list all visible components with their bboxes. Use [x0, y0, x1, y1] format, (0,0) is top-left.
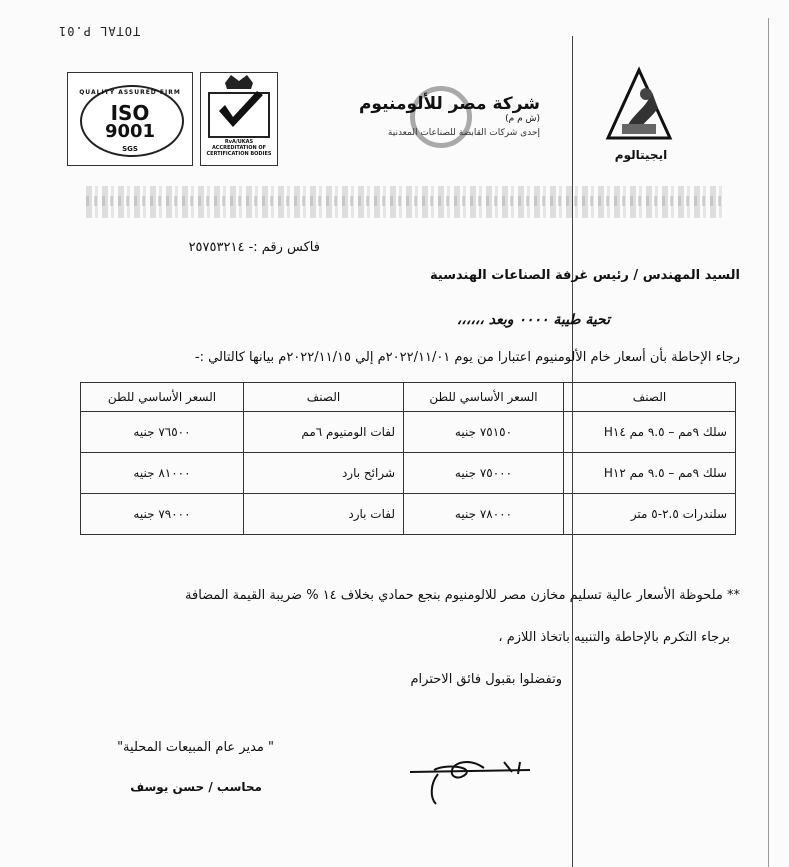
table-cell: لفات الومنيوم ٦مم [244, 412, 404, 453]
greeting: تحية طيبة ٠٠٠٠ وبعد ،،،،،، [456, 312, 610, 328]
table-cell: ٨١٠٠٠ جنيه [81, 453, 244, 494]
signatory-name: محاسب / حسن يوسف [130, 780, 262, 794]
egyptalum-logo-icon [600, 64, 678, 140]
table-row [81, 494, 736, 535]
iso-bottom-text: SGS [122, 145, 138, 153]
company-type: (ش م م) [505, 114, 540, 124]
fax-total-header: TOTAL P.01 [58, 24, 141, 38]
egyptalum-name: ايجيتالوم [614, 148, 668, 162]
address-band-line [86, 196, 722, 206]
addressee: السيد المهندس / رئيس غرفة الصناعات الهندسية [430, 268, 740, 283]
column-header: السعر الأساسي للطن [81, 383, 244, 412]
company-name: شركة مصر للألومنيوم [358, 94, 540, 114]
table-cell: ٧٩٠٠٠ جنيه [81, 494, 244, 535]
iso-top-text: QUALITY ASSURED FIRM [79, 89, 181, 96]
column-header: الصنف [244, 383, 404, 412]
iso-main-text: ISO [110, 101, 150, 125]
table-cell: ٧٥١٥٠ جنيه [404, 412, 564, 453]
price-table [80, 382, 736, 535]
signatory-title: " مدير عام المبيعات المحلية" [117, 740, 274, 755]
table-cell: سلندرات ٢.٥-٥ متر [564, 494, 736, 535]
table-row [81, 453, 736, 494]
column-header: الصنف [564, 383, 736, 412]
iso-9001-logo [67, 72, 193, 166]
table-cell: ٧٨٠٠٠ جنيه [404, 494, 564, 535]
intro-paragraph: رجاء الإحاطة بأن أسعار خام الألومنيوم اعتبارا من يوم ٢٠٢٢/١١/٠١م إلي ٢٠٢٢/١١/١٥م بيانها كالتالي :- [194, 350, 740, 365]
table-cell: سلك ٩مم – ٩.٥ مم H١٤ [564, 412, 736, 453]
accreditation-text: RvA/UKAS ACCREDITATION OF CERTIFICATION BODIES [206, 139, 272, 157]
table-cell: ٧٥٠٠٠ جنيه [404, 453, 564, 494]
table-row [81, 412, 736, 453]
price-note: ** ملحوظة الأسعار عالية تسليم مخازن مصر للالومنيوم بنجع حمادي بخلاف ١٤ % ضريبة القيمة المضافة [185, 588, 740, 603]
column-header: السعر الأساسي للطن [404, 383, 564, 412]
company-subtitle: إحدى شركات القابضة للصناعات المعدنية [387, 128, 540, 138]
accreditation-logo [200, 72, 278, 166]
table-cell: لفات بارد [244, 494, 404, 535]
table-cell: سلك ٩مم – ٩.٥ مم H١٢ [564, 453, 736, 494]
table-cell: ٧٦٥٠٠ جنيه [81, 412, 244, 453]
request-line: برجاء التكرم بالإحاطة والتنبيه باتخاذ اللازم ، [498, 630, 730, 645]
fold-line-right [768, 18, 769, 867]
table-header-row [81, 383, 736, 412]
iso-number-text: 9001 [104, 121, 156, 142]
table-cell: شرائح بارد [244, 453, 404, 494]
handwritten-signature [400, 748, 540, 808]
fax-number: فاكس رقم :- ٢٥٧٥٣٢١٤ [188, 240, 320, 255]
closing-line: وتفضلوا بقبول فائق الاحترام [410, 672, 562, 687]
